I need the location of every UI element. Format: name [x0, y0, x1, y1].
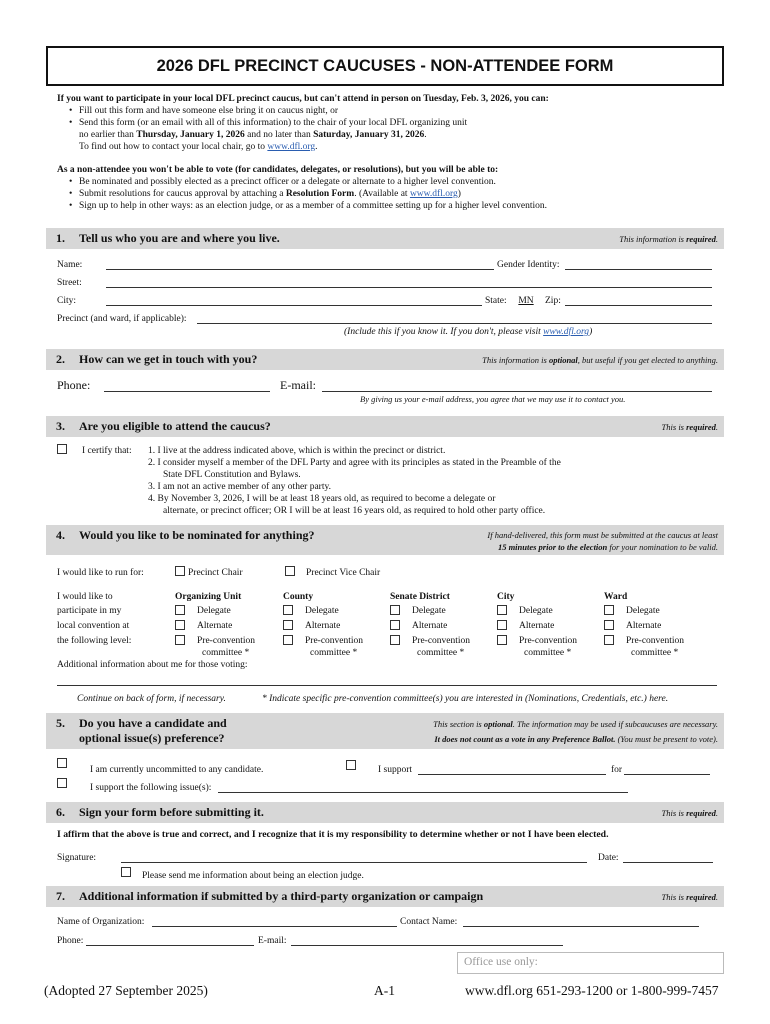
- level-heading-organizing-unit: Organizing Unit: [175, 592, 242, 602]
- senate-district-delegate-label: Delegate: [412, 606, 446, 616]
- footer-contact: www.dfl.org 651-293-1200 or 1-800-999-7457: [465, 983, 719, 998]
- city-label: City:: [57, 296, 77, 306]
- election-judge-checkbox[interactable]: [121, 867, 131, 877]
- level-heading-city: City: [497, 592, 515, 602]
- intro-lead-2: As a non-attendee you won't be able to vote (for candidates, delegates, or resolutions), but you will be able to:: [57, 165, 499, 175]
- street-label: Street:: [57, 278, 82, 288]
- county-delegate-label: Delegate: [305, 606, 339, 616]
- date-label: Date:: [598, 853, 619, 863]
- eligibility-4: 4. By November 3, 2026, I will be at least 18 years old, as required to become a delegate or: [148, 494, 496, 504]
- dfl-link-2[interactable]: www.dfl.org: [409, 189, 458, 199]
- dfl-link-3[interactable]: www.dfl.org: [543, 327, 590, 337]
- section-1-header: 1. Tell us who you are and where you live. This information is required.: [46, 228, 724, 249]
- precinct-vice-chair-label: Precinct Vice Chair: [306, 568, 381, 578]
- participate-line-4: the following level:: [57, 636, 132, 646]
- gender-field[interactable]: [565, 269, 712, 270]
- street-field[interactable]: [106, 287, 712, 288]
- name-field[interactable]: [106, 269, 494, 270]
- county-delegate-checkbox[interactable]: [283, 605, 293, 615]
- level-heading-county: County: [283, 592, 314, 602]
- additional-info-field[interactable]: [57, 685, 717, 686]
- county-precon-checkbox[interactable]: [283, 635, 293, 645]
- form-title: 2026 DFL PRECINCT CAUCUSES - NON-ATTENDEE FORM: [46, 46, 724, 86]
- city-committee-label: committee *: [524, 648, 572, 658]
- ward-alternate-checkbox[interactable]: [604, 620, 614, 630]
- intro-can-3: • Sign up to help in other ways: as an election judge, or as a member of a committee setting up for a higher level convention.: [79, 200, 547, 213]
- gender-label: Gender Identity:: [497, 260, 560, 270]
- email-field[interactable]: [322, 391, 712, 392]
- certify-label: I certify that:: [82, 446, 132, 456]
- eligibility-2b: State DFL Constitution and Bylaws.: [163, 470, 301, 480]
- org-phone-field[interactable]: [86, 945, 254, 946]
- intro-can-2: • Submit resolutions for caucus approval by attaching a Resolution Form. (Available at www.dfl.org): [79, 188, 461, 201]
- senate-district-delegate-checkbox[interactable]: [390, 605, 400, 615]
- participate-line-3: local convention at: [57, 621, 130, 631]
- signature-field[interactable]: [121, 862, 587, 863]
- senate-district-alternate-label: Alternate: [412, 621, 448, 631]
- ward-delegate-label: Delegate: [626, 606, 660, 616]
- level-heading-senate-district: Senate District: [390, 592, 450, 602]
- city-precon-label: Pre-convention: [519, 636, 578, 646]
- section-3-header: 3. Are you eligible to attend the caucus? This is required.: [46, 416, 724, 437]
- office-use-box: Office use only:: [457, 952, 724, 974]
- level-heading-ward: Ward: [604, 592, 628, 602]
- eligibility-1: 1. I live at the address indicated above, which is within the precinct or district.: [148, 446, 446, 456]
- section-6-header: 6. Sign your form before submitting it. This is required.: [46, 802, 724, 823]
- name-label: Name:: [57, 260, 83, 270]
- email-label: E-mail:: [280, 378, 316, 392]
- contact-name-label: Contact Name:: [400, 917, 458, 927]
- precinct-field[interactable]: [197, 323, 712, 324]
- email-note: By giving us your e-mail address, you agree that we may use it to contact you.: [360, 394, 626, 404]
- affirm-statement: I affirm that the above is true and correct, and I recognize that it is my responsibility to determine whether or not I have been elected.: [57, 829, 609, 840]
- eligibility-2: 2. I consider myself a member of the DFL Party and agree with its principles as stated in the Preamble of the: [148, 458, 561, 468]
- city-alternate-label: Alternate: [519, 621, 555, 631]
- senate-district-alternate-checkbox[interactable]: [390, 620, 400, 630]
- organizing-unit-precon-checkbox[interactable]: [175, 635, 185, 645]
- candidate-field[interactable]: [418, 774, 606, 775]
- organization-field[interactable]: [152, 926, 397, 927]
- intro-dates: no earlier than Thursday, January 1, 2026 and no later than Saturday, January 31, 2026.: [79, 130, 427, 140]
- county-alternate-checkbox[interactable]: [283, 620, 293, 630]
- certify-checkbox[interactable]: [57, 444, 67, 454]
- intro-contact: To find out how to contact your local chair, go to www.dfl.org.: [79, 142, 318, 152]
- organizing-unit-delegate-label: Delegate: [197, 606, 231, 616]
- page-number: A-1: [374, 983, 395, 998]
- state-value: MN: [518, 296, 534, 306]
- office-field[interactable]: [624, 774, 710, 775]
- city-delegate-checkbox[interactable]: [497, 605, 507, 615]
- eligibility-3: 3. I am not an active member of any other party.: [148, 482, 331, 492]
- senate-district-precon-label: Pre-convention: [412, 636, 471, 646]
- section-4-header: 4. Would you like to be nominated for anything? If hand-delivered, this form must be submitted at the caucus at least 15 minutes prior to the election for your nomination to be valid.: [46, 525, 724, 555]
- city-alternate-checkbox[interactable]: [497, 620, 507, 630]
- county-committee-label: committee *: [310, 648, 358, 658]
- county-alternate-label: Alternate: [305, 621, 341, 631]
- ward-delegate-checkbox[interactable]: [604, 605, 614, 615]
- precinct-note: (Include this if you know it. If you don't, please visit www.dfl.org): [344, 327, 593, 337]
- precinct-chair-checkbox[interactable]: [175, 566, 185, 576]
- issues-field[interactable]: [218, 792, 628, 793]
- senate-district-precon-checkbox[interactable]: [390, 635, 400, 645]
- precinct-chair-label: Precinct Chair: [188, 568, 243, 578]
- section-5-header: 5. Do you have a candidate and optional issue(s) preference? This section is optional. The information may be used if subcaucuses are necessary. It does not count as a vote in any Preference Ballot. (You must be present to vote).: [46, 713, 724, 749]
- ward-committee-label: committee *: [631, 648, 679, 658]
- intro-lead: If you want to participate in your local DFL precinct caucus, but can't attend in person on Tuesday, Feb. 3, 2026, you can:: [57, 94, 549, 104]
- precinct-label: Precinct (and ward, if applicable):: [57, 314, 187, 324]
- intro-bullet-2: • Send this form (or an email with all of this information) to the chair of your local DFL organizing unit: [79, 117, 467, 130]
- additional-info-label: Additional information about me for those voting:: [57, 660, 248, 670]
- org-email-field[interactable]: [291, 945, 563, 946]
- organization-label: Name of Organization:: [57, 917, 145, 927]
- uncommitted-checkbox[interactable]: [57, 758, 67, 768]
- organizing-unit-precon-label: Pre-convention: [197, 636, 256, 646]
- intro-bullet-1: • Fill out this form and have someone else bring it on caucus night, or: [79, 105, 338, 118]
- state-label: State:: [485, 296, 507, 306]
- dfl-link[interactable]: www.dfl.org: [267, 142, 316, 152]
- organizing-unit-delegate-checkbox[interactable]: [175, 605, 185, 615]
- section-2-header: 2. How can we get in touch with you? This information is optional, but useful if you get elected to anything.: [46, 349, 724, 370]
- signature-label: Signature:: [57, 853, 97, 863]
- participate-line-2: participate in my: [57, 606, 122, 616]
- adopted-date: (Adopted 27 September 2025): [44, 983, 208, 998]
- section-7-header: 7. Additional information if submitted by a third-party organization or campaign This is required.: [46, 886, 724, 907]
- participate-line-1: I would like to: [57, 592, 113, 602]
- org-phone-label: Phone:: [57, 936, 84, 946]
- city-precon-checkbox[interactable]: [497, 635, 507, 645]
- date-field[interactable]: [623, 862, 713, 863]
- precinct-vice-chair-checkbox[interactable]: [285, 566, 295, 576]
- contact-name-field[interactable]: [463, 926, 699, 927]
- org-email-label: E-mail:: [258, 936, 287, 946]
- eligibility-4b: alternate, or precinct officer; OR I will be at least 16 years old, as required to hold other party office.: [163, 506, 546, 516]
- ward-alternate-label: Alternate: [626, 621, 662, 631]
- election-judge-label: Please send me information about being an election judge.: [142, 871, 364, 881]
- ward-precon-label: Pre-convention: [626, 636, 685, 646]
- organizing-unit-alternate-label: Alternate: [197, 621, 233, 631]
- intro-can-1: • Be nominated and possibly elected as a precinct officer or a delegate or alternate to a higher level convention.: [79, 176, 496, 189]
- for-label: for: [611, 765, 623, 775]
- run-label: I would like to run for:: [57, 568, 144, 578]
- support-candidate-checkbox[interactable]: [346, 760, 356, 770]
- city-field[interactable]: [106, 305, 482, 306]
- zip-field[interactable]: [565, 305, 712, 306]
- support-label: I support: [378, 765, 413, 775]
- senate-district-committee-label: committee *: [417, 648, 465, 658]
- ward-precon-checkbox[interactable]: [604, 635, 614, 645]
- organizing-unit-alternate-checkbox[interactable]: [175, 620, 185, 630]
- continue-note: Continue on back of form, if necessary.: [77, 694, 226, 704]
- phone-label: Phone:: [57, 378, 91, 392]
- organizing-unit-committee-label: committee *: [202, 648, 250, 658]
- city-delegate-label: Delegate: [519, 606, 553, 616]
- zip-label: Zip:: [545, 296, 561, 306]
- county-precon-label: Pre-convention: [305, 636, 364, 646]
- committee-note: * Indicate specific pre-convention committee(s) you are interested in (Nominations, Credentials, etc.) here.: [262, 694, 669, 704]
- phone-field[interactable]: [104, 391, 270, 392]
- issues-label: I support the following issue(s):: [90, 783, 212, 793]
- uncommitted-label: I am currently uncommitted to any candidate.: [90, 765, 264, 775]
- support-issues-checkbox[interactable]: [57, 778, 67, 788]
